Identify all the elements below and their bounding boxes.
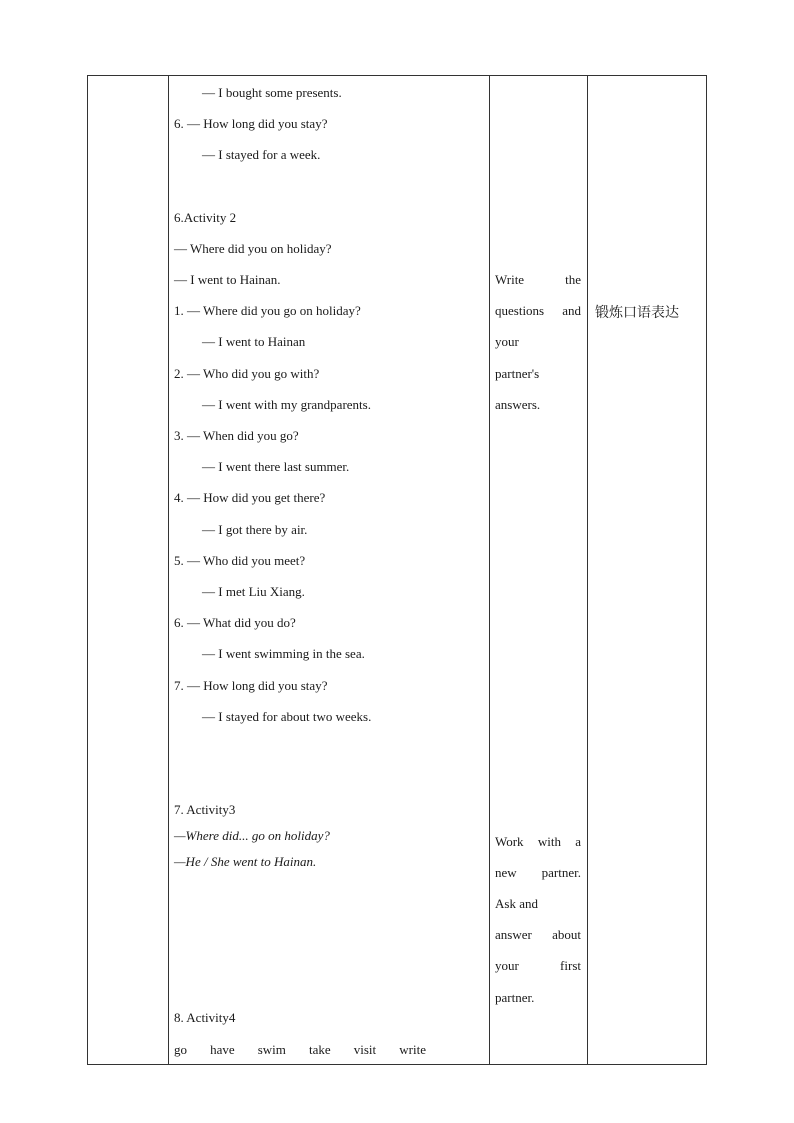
question-line: 5. — Who did you meet? (174, 553, 306, 568)
verb-word: visit (353, 1042, 377, 1057)
answer-line: — I went there last summer. (202, 459, 350, 474)
verb-word: take (309, 1042, 331, 1057)
verb-word: go (174, 1042, 187, 1057)
activity-heading: 7. Activity3 (174, 802, 236, 817)
column-divider (489, 76, 490, 1064)
instruction-activity3: Work with a new partner. Ask and answer about your first partner. (495, 834, 581, 1005)
activity-heading: 6.Activity 2 (174, 210, 237, 225)
model-question: —Where did... go on holiday? (174, 828, 330, 843)
answer-line: — I went with my grandparents. (202, 397, 371, 412)
answer-line: — I got there by air. (202, 522, 308, 537)
answer-line: — I went swimming in the sea. (202, 646, 365, 661)
model-answer: —He / She went to Hainan. (174, 854, 317, 869)
model-question: — Where did you on holiday? (174, 241, 332, 256)
verb-list (174, 1042, 426, 1058)
purpose-note: 锻炼口语表达 (595, 305, 679, 321)
activity-heading: 8. Activity4 (174, 1010, 236, 1025)
column-divider (168, 76, 169, 1064)
instruction-activity2: Write the questions and your partner's answers. (495, 272, 581, 412)
verb-word: swim (257, 1042, 286, 1057)
model-answer: — I went to Hainan. (174, 272, 281, 287)
question-line: 1. — Where did you go on holiday? (174, 303, 361, 318)
question-line: 4. — How did you get there? (174, 490, 326, 505)
verb-word: have (210, 1042, 235, 1057)
answer-line: — I went to Hainan (202, 334, 306, 349)
answer-line: — I met Liu Xiang. (202, 584, 305, 599)
question-line: 6. — What did you do? (174, 615, 296, 630)
answer-line: — I stayed for a week. (202, 147, 321, 162)
question-line: 2. — Who did you go with? (174, 366, 320, 381)
question-line: 7. — How long did you stay? (174, 678, 328, 693)
answer-line: — I stayed for about two weeks. (202, 709, 372, 724)
column-divider (587, 76, 588, 1064)
question-line: 3. — When did you go? (174, 428, 299, 443)
verb-word: write (399, 1042, 426, 1057)
question-line: 6. — How long did you stay? (174, 116, 328, 131)
answer-line: — I bought some presents. (202, 85, 342, 100)
